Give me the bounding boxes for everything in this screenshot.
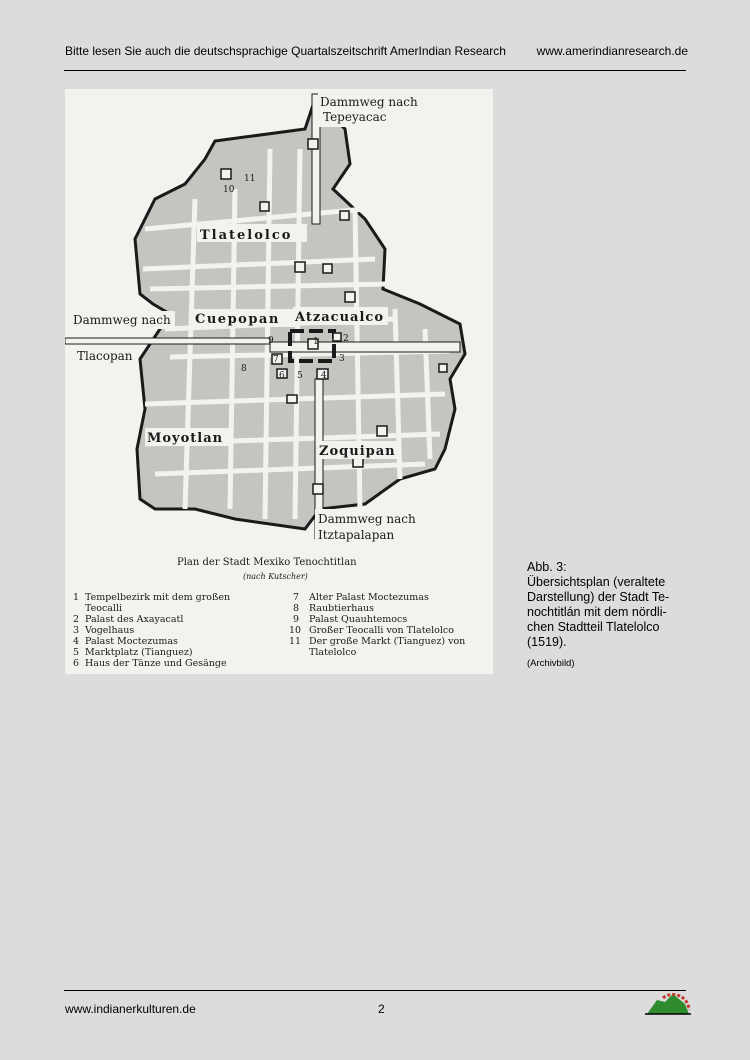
legend-num: 9	[293, 614, 300, 625]
map-number-8: 8	[241, 364, 247, 374]
legend-num: 6	[73, 658, 80, 669]
legend-num: 2	[73, 614, 80, 625]
page-number: 2	[378, 1002, 385, 1016]
legend-text: Palast des Axayacatl	[85, 614, 184, 625]
legend-text: Palast Quauhtemocs	[309, 614, 408, 625]
label-moyotlan: Moyotlan	[147, 431, 224, 446]
legend-num: 3	[73, 625, 80, 636]
caption-line: nochtitlán mit dem nördli-	[527, 605, 667, 619]
label-south-2: Itztapalapan	[318, 528, 395, 542]
figure-caption	[527, 560, 687, 671]
legend-text: Teocalli	[85, 603, 123, 614]
caption-line: Übersichtsplan (veraltete	[527, 575, 666, 589]
header-left-text: Bitte lesen Sie auch die deutschsprachige Quartalszeitschrift AmerIndian Research	[65, 44, 506, 58]
legend-text: Vogelhaus	[85, 625, 135, 636]
footer-website-link[interactable]: www.indianerkulturen.de	[65, 1002, 196, 1016]
legend-num: 7	[293, 592, 300, 603]
legend-right	[289, 592, 465, 658]
plan-subtitle: (nach Kutscher)	[243, 572, 308, 581]
city-map-svg	[65, 89, 493, 674]
legend-num: 11	[289, 636, 302, 647]
legend-text: Tempelbezirk mit dem großen	[85, 592, 231, 603]
label-north-1: Dammweg nach	[320, 95, 418, 109]
label-tlatelolco: Tlatelolco	[200, 228, 293, 243]
legend-text: Marktplatz (Tianguez)	[85, 647, 193, 658]
label-zoquipan: Zoquipan	[319, 444, 396, 459]
legend-text: Raubtierhaus	[309, 603, 375, 614]
footer-rule	[64, 990, 686, 991]
legend-text: Palast Moctezumas	[85, 636, 178, 647]
legend-text: Großer Teocalli von Tlatelolco	[309, 625, 454, 636]
map-number-7: 7	[273, 355, 279, 365]
legend-left	[73, 592, 230, 669]
header-rule	[64, 70, 686, 71]
map-number-10: 10	[223, 185, 235, 195]
map-number-5: 5	[297, 371, 303, 381]
label-south-1: Dammweg nach	[318, 512, 416, 526]
label-cuepopan: Cuepopan	[195, 312, 280, 327]
legend-text: Der große Markt (Tianguez) von	[309, 636, 466, 647]
legend-num: 1	[73, 592, 80, 603]
label-atzacualco: Atzacualco	[295, 310, 384, 325]
header-website-link[interactable]: www.amerindianresearch.de	[536, 44, 688, 58]
legend-num: 4	[73, 636, 80, 647]
city-map-figure	[65, 89, 493, 674]
legend-text: Alter Palast Moctezumas	[309, 592, 429, 603]
map-number-1: 1	[313, 337, 319, 347]
map-number-4: 4	[321, 371, 327, 381]
caption-line: (1519).	[527, 635, 567, 649]
legend-text: Tlatelolco	[309, 647, 357, 658]
map-number-6: 6	[279, 371, 285, 381]
map-number-2: 2	[343, 334, 349, 344]
legend-num: 8	[293, 603, 300, 614]
legend-text: Haus der Tänze und Gesänge	[85, 658, 227, 669]
label-west-1: Dammweg nach	[73, 313, 171, 327]
caption-source: (Archivbild)	[527, 658, 575, 669]
logo-icon	[645, 990, 691, 1016]
map-number-9: 9	[268, 336, 274, 346]
label-west-2: Tlacopan	[77, 349, 133, 363]
caption-line: Abb. 3:	[527, 560, 567, 574]
label-north-2: Tepeyacac	[323, 110, 387, 124]
legend-num: 5	[73, 647, 80, 658]
caption-line: chen Stadtteil Tlatelolco	[527, 620, 660, 634]
legend-num: 10	[289, 625, 302, 636]
map-number-11: 11	[244, 174, 256, 184]
plan-title: Plan der Stadt Mexiko Tenochtitlan	[177, 557, 357, 568]
caption-line: Darstellung) der Stadt Te-	[527, 590, 670, 604]
map-number-3: 3	[339, 354, 345, 364]
